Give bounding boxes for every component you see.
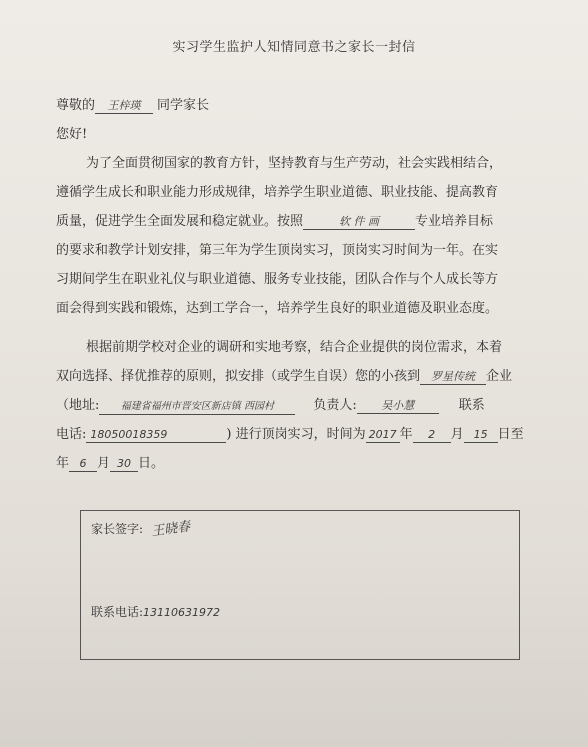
- parent-confirmation-box: [80, 510, 520, 660]
- address-label: （地址:: [56, 398, 100, 413]
- p2-line2-text-a: 双向选择、择优推荐的原则，拟安排（或学生自误）您的小孩到: [56, 369, 421, 384]
- p2-line4-text-b: ) 进行顶岗实习，时间为: [226, 427, 366, 442]
- parent-phone-label: 联系电话:: [91, 605, 144, 619]
- student-name-field: 王梓瑛: [95, 98, 153, 114]
- manager-label: 负责人:: [313, 398, 357, 413]
- p2-line2-text-b: 企业: [486, 369, 513, 384]
- p1-line3-text-a: 质量，促进学生全面发展和稳定就业。按照: [56, 214, 304, 229]
- start-month-label: 月: [450, 427, 464, 442]
- p1-line2: 遵循学生成长和职业能力形成规律，培养学生职业道德、职业技能、提高教育: [56, 185, 499, 200]
- start-year-label: 年: [399, 427, 413, 442]
- phone-label: 电话:: [56, 427, 87, 442]
- p2-line2: [56, 368, 512, 386]
- parent-signature-label: 家长签字:: [91, 522, 144, 536]
- start-day-field: 15: [464, 427, 498, 443]
- p1-line6: 面会得到实践和锻炼，达到工学合一，培养学生良好的职业道德及职业态度。: [56, 301, 499, 316]
- p1-line5: 习期间学生在职业礼仪与职业道德、服务专业技能，团队合作与个人成长等方: [56, 272, 499, 287]
- salutation-suffix: 同学家长: [157, 98, 210, 113]
- end-year-label: 年: [56, 456, 70, 471]
- major-field: 软 件 画: [303, 214, 415, 230]
- parent-phone-row: [91, 603, 220, 620]
- end-day-label: 日。: [138, 456, 165, 471]
- phone-field: 18050018359: [86, 427, 226, 443]
- parent-signature-row: [91, 518, 192, 540]
- p1-line4: 的要求和教学计划安排，第三年为学生顶岗实习，顶岗实习时间为一年。在实: [56, 243, 499, 258]
- p2-line1: 根据前期学校对企业的调研和实地考察，结合企业提供的岗位需求，本着: [86, 340, 503, 355]
- letter-title: 实习学生监护人知情同意书之家长一封信: [172, 40, 416, 55]
- address-field: 福建省福州市晋安区新店镇 西园村: [99, 399, 295, 415]
- start-month-field: 2: [413, 427, 451, 443]
- p1-line3-text-b: 专业培养目标: [415, 214, 494, 229]
- parent-signature: 王晓春: [150, 519, 192, 540]
- company-field: 罗星传统: [420, 369, 486, 385]
- start-year-field: 2017: [366, 427, 400, 443]
- p1-line1: 为了全面贯彻国家的教育方针，坚持教育与生产劳动，社会实践相结合，: [86, 156, 503, 171]
- p2-line3: [56, 397, 485, 415]
- p1-line3: [56, 213, 493, 231]
- end-month-label: 月: [97, 456, 111, 471]
- end-day-field: 30: [110, 456, 138, 472]
- p2-line5: [56, 455, 164, 473]
- p2-line4: [56, 426, 524, 444]
- contact-label: 联系: [458, 398, 485, 413]
- parent-phone-value: 13110631972: [143, 606, 221, 619]
- salutation-prefix: 尊敬的: [56, 98, 96, 113]
- salutation-line: [56, 97, 209, 115]
- start-day-label: 日至: [497, 427, 524, 442]
- end-month-field: 6: [69, 456, 97, 472]
- manager-field: 吴小慧: [357, 398, 439, 414]
- greeting: 您好!: [56, 127, 88, 142]
